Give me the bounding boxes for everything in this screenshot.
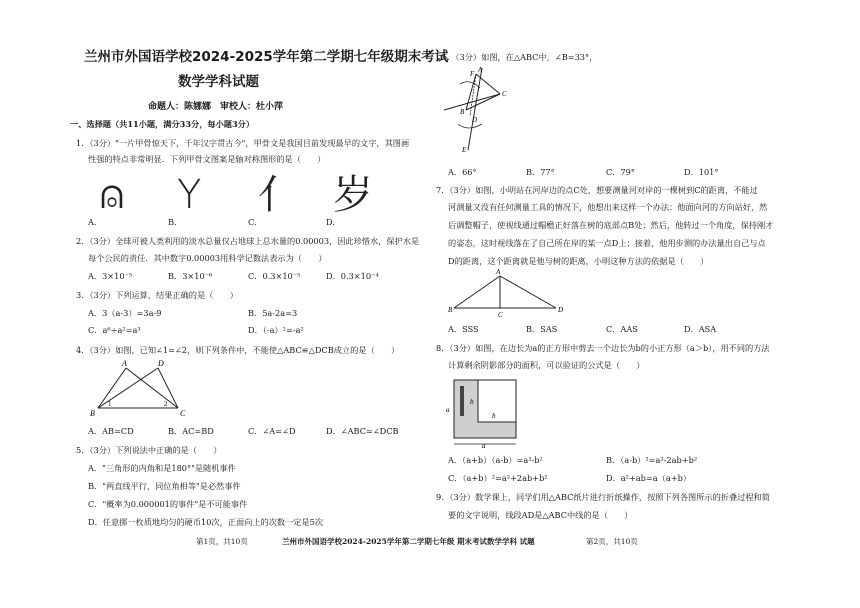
fig4-label-d: D xyxy=(158,359,164,368)
q4-option-d: D．∠ABC=∠DCB xyxy=(326,426,399,436)
q2-text-1: 2．（3分）全球可被人类利用的淡水总量仅占地球上总水量的0.00003，因此珍惜水，保护水是 xyxy=(76,236,420,246)
q8-option-c: C．（a+b）²=a²+2ab+b² xyxy=(448,473,548,483)
q1-option-c: C. xyxy=(248,217,257,227)
fig7-label-d: D xyxy=(558,306,564,314)
fig4-label-1: 1 xyxy=(108,400,112,408)
q7-text-5: D的距离，这个距离就是他与树的距离，小明这种方法的依据是（ ） xyxy=(448,256,709,266)
section-heading: 一、选择题（共11小题，满分33分，每小题3分） xyxy=(70,119,255,129)
q3-option-c: C．a⁶÷a²=a³ xyxy=(88,325,141,335)
q7-option-c: C．AAS xyxy=(606,324,638,334)
q5-text-1: 5．（3分）下列说法中正确的是（ ） xyxy=(76,445,222,455)
fig6-label-d: D xyxy=(472,116,478,124)
q1-option-b: B. xyxy=(168,217,177,227)
q1-text-2: 性强的特点非常明显．下列甲骨文图案是轴对称图形的是（ ） xyxy=(88,154,326,164)
fig8-label-b-top: b xyxy=(492,412,496,420)
q5-option-d: D．任意掷一枚质地均匀的硬币10次，正面向上的次数一定是5次 xyxy=(88,517,324,527)
fig4-label-a: A xyxy=(122,359,127,368)
q8-option-a: A．（a+b）（a-b）=a²-b² xyxy=(448,455,543,465)
oracle-glyph-d: 岁 xyxy=(333,172,373,218)
q8-text-1: 8．（3分）如图，在边长为a的正方形中剪去一个边长为b的小正方形（a＞b），用不同的方法 xyxy=(436,343,770,353)
q1-text-1: 1．（3分）"一片甲骨惊天下，千年汉字贯古今"，甲骨文是我国目前发现最早的文字，其图画 xyxy=(76,138,410,148)
q2-option-a: A．3×10⁻⁵ xyxy=(88,271,133,281)
q5-option-c: C．"概率为0.000001的事件"是不可能事件 xyxy=(88,499,248,509)
q4-option-b: B．AC=BD xyxy=(168,426,214,436)
footer-center: 兰州市外国语学校2024-2025学年第二学期七年级 期末考试数学学科 试题 xyxy=(282,537,535,546)
fig7-label-c: C xyxy=(498,311,503,319)
q2-option-b: B．3×10⁻⁶ xyxy=(168,271,213,281)
fig4-label-2: 2 xyxy=(164,400,168,408)
footer-page-right: 第2页，共10页 xyxy=(586,537,638,546)
q5-option-b: B．"两直线平行，同位角相等"是必然事件 xyxy=(88,481,241,491)
q7-option-a: A．SSS xyxy=(448,324,479,334)
q7-option-b: B．SAS xyxy=(526,324,558,334)
right-page xyxy=(430,0,860,608)
q1-option-a: A. xyxy=(88,217,97,227)
q9-text-1: 9．（3分）数学课上，同学们用△ABC纸片进行折纸操作，按照下列各图所示的折叠过程和简 xyxy=(436,492,770,502)
fig8-label-a-bottom: a xyxy=(482,442,486,450)
q8-figure xyxy=(444,376,530,448)
q9-text-2: 要的文字说明，线段AD是△ABC中线的是（ ） xyxy=(448,510,633,520)
q8-option-b: B．（a-b）²=a²-2ab+b² xyxy=(606,455,698,465)
q4-option-a: A．AB=CD xyxy=(88,426,134,436)
q5-option-a: A．"三角形的内角和是180°"是随机事件 xyxy=(88,463,236,473)
fig4-label-b: B xyxy=(90,409,95,418)
q6-option-d: D．101° xyxy=(684,167,719,177)
fig8-label-b-side: b xyxy=(470,398,474,406)
q4-option-c: C．∠A=∠D xyxy=(248,426,296,436)
oracle-glyph-b: Y xyxy=(177,172,202,218)
q8-option-d: D．a²+ab=a（a+b） xyxy=(606,473,691,483)
q3-option-b: B．5a-2a=3 xyxy=(248,308,298,318)
q6-option-b: B．77° xyxy=(526,167,555,177)
q7-figure xyxy=(448,270,568,320)
q6-figure xyxy=(440,64,520,160)
fig6-label-f: F xyxy=(470,70,475,78)
fig8-label-a-side: a xyxy=(446,406,450,414)
q8-text-2: 计算剩余阴影部分的面积，可以验证的公式是（ ） xyxy=(448,360,645,370)
q3-text-1: 3．（3分）下列运算，结果正确的是（ ） xyxy=(76,290,238,300)
q7-option-d: D．ASA xyxy=(684,324,717,334)
page-title: 兰州市外国语学校2024-2025学年第二学期七年级期末考试 xyxy=(84,49,449,65)
fig6-label-a: A xyxy=(478,66,483,74)
q6-option-c: C．79° xyxy=(606,167,635,177)
fig4-label-c: C xyxy=(180,409,186,418)
fig6-label-e: E xyxy=(462,146,467,154)
q4-text-1: 4．（3分）如图，已知∠1=∠2，则下列条件中，不能使△ABC≌△DCB成立的是（ ） xyxy=(76,345,400,355)
q1-option-d: D. xyxy=(326,217,335,227)
oracle-glyph-a: ⍝ xyxy=(100,172,124,218)
q7-text-1: 7．（3分）如图，小明站在河岸边的点C处，想要测量河对岸的一棵树到C的距离，不能过 xyxy=(436,185,758,195)
q6-option-a: A．66° xyxy=(448,167,477,177)
fig6-label-c: C xyxy=(502,90,507,98)
footer-page-left: 第1页，共10页 xyxy=(196,537,248,546)
q2-option-c: C．0.3×10⁻⁵ xyxy=(248,271,301,281)
oracle-glyph-c: 亻 xyxy=(258,172,298,218)
authors-line: 命题人：陈娜娜 审校人：杜小萍 xyxy=(148,102,284,112)
fig6-label-b: B xyxy=(460,108,465,116)
q3-option-d: D．（-a）²=-a² xyxy=(248,325,304,335)
q4-figure xyxy=(86,358,206,426)
fig7-label-a: A xyxy=(496,268,501,276)
q2-text-2: 每个公民的责任．其中数字0.00003用科学记数法表示为（ ） xyxy=(88,253,327,263)
q3-option-a: A．3（a-3）=3a-9 xyxy=(88,308,162,318)
fig7-label-b: B xyxy=(448,306,453,314)
q2-option-d: D．0.3×10⁻⁴ xyxy=(326,271,379,281)
page-subtitle: 数学学科试题 xyxy=(178,74,259,90)
q7-text-2: 河测量又没有任何测量工具的情况下，他想出来这样一个办法：他面向河的方向站好，然 xyxy=(448,202,768,212)
q6-text-1: 6．（3分）如图，在△ABC中，∠B=33°， xyxy=(442,52,598,62)
q7-text-3: 后调整帽子，使视线通过帽檐正好落在树的底部点B处；然后，他转过一个角度，保持刚才 xyxy=(448,220,774,230)
q7-text-4: 的姿态，这时视线落在了自己所在岸的某一点D上；接着，他用步测的办法量出自己与点 xyxy=(448,238,766,248)
